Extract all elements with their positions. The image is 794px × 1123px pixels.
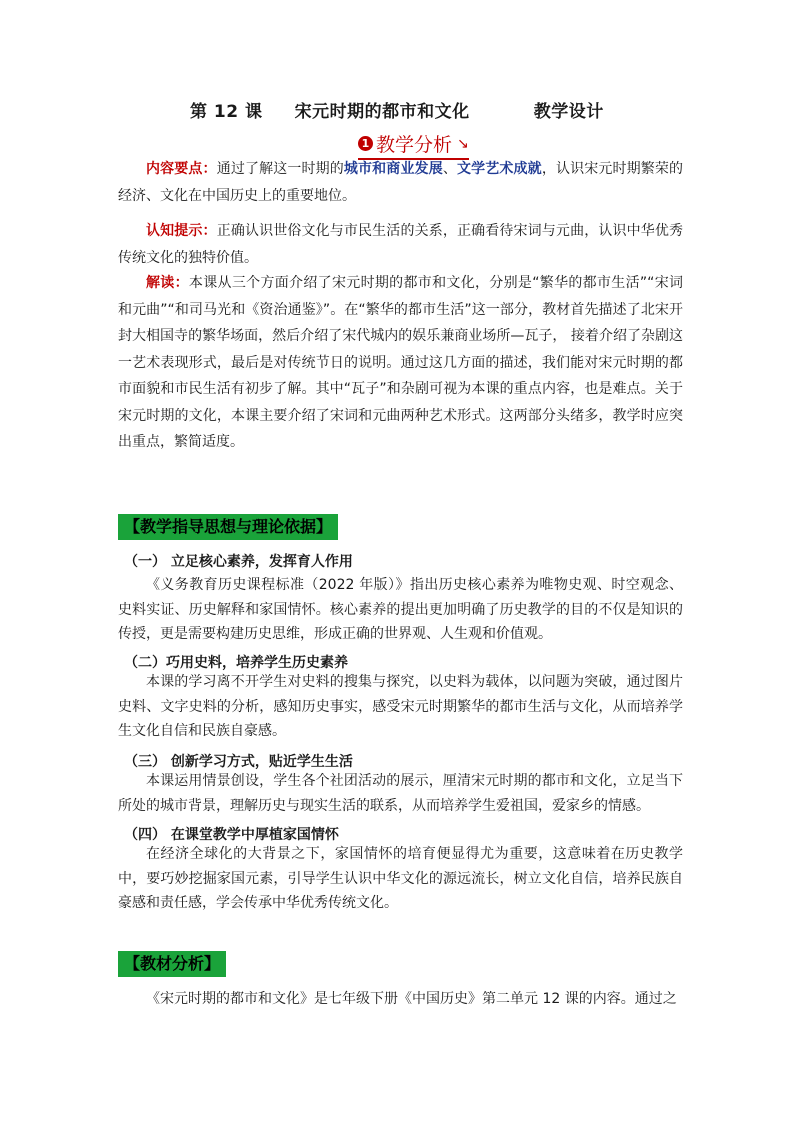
interpretation-label: 解读：: [146, 275, 189, 291]
material-heading: 【教材分析】: [118, 951, 226, 977]
content-points-text-end: ，认识宋元时期繁荣的经济、文化在中国历史上的重要地位。: [118, 161, 684, 204]
guide-item-title: （二）巧用史料，培养学生历史素养: [124, 655, 348, 671]
material-text: 《宋元时期的都市和文化》是七年级下册《中国历史》第二单元 12 课的内容。通过之: [146, 991, 677, 1007]
guide-item-text: 本课运用情景创设，学生各个社团活动的展示，厘清宋元时期的都市和文化，立足当下所处的城市背景，理解历史与现实生活的联系，从而培养学生爱祖国，爱家乡的情感。: [118, 773, 683, 814]
emphasis-urban-commerce: 城市和商业发展: [343, 161, 443, 177]
guide-item-text: 在经济全球化的大背景之下，家国情怀的培育便显得尤为重要，这意味着在历史教学中，要巧妙挖掘家国元素，引导学生认识中华文化的源远流长，树立文化自信，培养民族自豪感和责任感，学会传承中华优秀传统文化。: [118, 846, 683, 911]
guide-item-title: （四） 在课堂教学中厚植家国情怀: [124, 827, 339, 843]
guide-item-text: 本课的学习离不开学生对史料的搜集与探究，以史料为载体，以问题为突破，通过图片史料、文字史料的分析，感知历史事实，感受宋元时期繁华的都市生活与文化，从而培养学生文化自信和民族自豪感。: [118, 674, 683, 739]
content-points-label: 内容要点：: [146, 161, 217, 177]
guide-item-text: 《义务教育历史课程标准（2022 年版）》指出历史核心素养为唯物史观、时空观念、史料实证、历史解释和家国情怀。核心素养的提出更加明确了历史教学的目的不仅是知识的传授，更是需要构建历史思维，形成正确的世界观、人生观和价值观。: [118, 577, 683, 642]
cognition-text: 正确认识世俗文化与市民生活的关系，正确看待宋词与元曲，认识中华优秀传统文化的独特价值。: [118, 223, 684, 266]
cognition-label: 认知提示：: [146, 223, 217, 239]
section-heading-label: 教学分析: [376, 134, 453, 156]
interpretation-text: 本课从三个方面介绍了宋元时期的都市和文化，分别是“繁华的都市生活”“宋词和元曲”“和司马光和《资治通鉴》”。在“繁华的都市生活”这一部分，教材首先描述了北宋开封大相国寺的繁华场面，然后介绍了宋代城内的娱乐兼商业场所—瓦子， 接着介绍了杂剧这一艺术表现形式，最后是对传统节日的说明。通过这几方面的描述，我们能对宋元时期的都市面貌和市民生活有初步了解。其中“瓦子”和杂剧可视为本课的重点内容，也是难点。关于宋元时期的文化，本课主要介绍了宋词和元曲两种艺术形式。这两部分头绪多，教学时应突出重点，繁简适度。: [118, 275, 684, 450]
content-points-separator: 、: [442, 161, 457, 177]
cognition-paragraph: [118, 218, 683, 271]
guide-item-title: （三） 创新学习方式，贴近学生生活: [124, 754, 353, 770]
content-points-paragraph: [118, 156, 683, 209]
arrow-decoration-icon: ↘: [457, 135, 469, 152]
guide-item-title: （一） 立足核心素养，发挥育人作用: [124, 554, 353, 570]
document-title: 第 12 课 宋元时期的都市和文化 教学设计: [190, 102, 604, 122]
guide-heading: 【教学指导思想与理论依据】: [118, 514, 338, 540]
interpretation-paragraph: [118, 270, 683, 456]
content-points-text: 通过了解这一时期的: [216, 161, 344, 177]
emphasis-literature-art: 文学艺术成就: [457, 161, 542, 177]
circled-number-badge: 1: [358, 136, 373, 151]
